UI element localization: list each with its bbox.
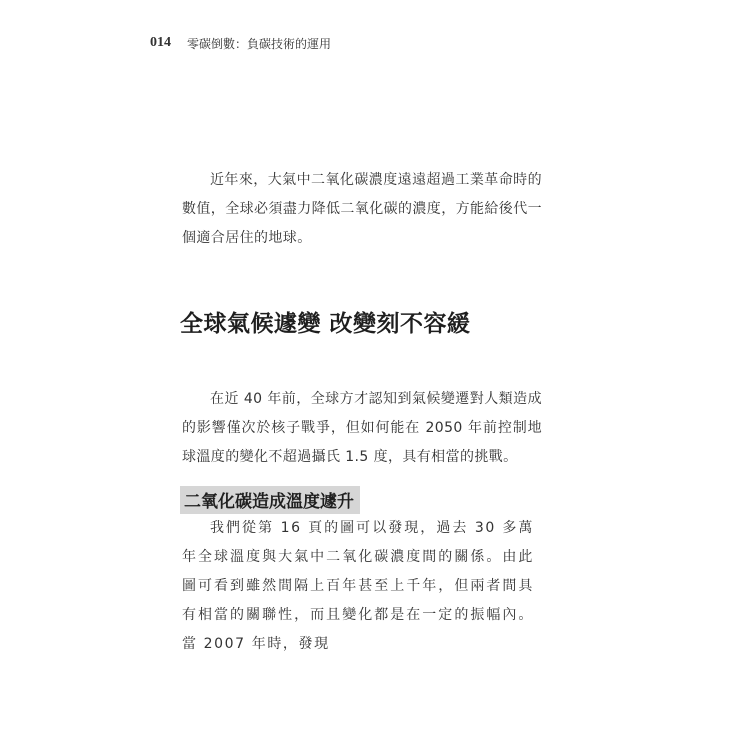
section-heading: 全球氣候遽變 改變刻不容緩 [180,311,471,337]
subsection-heading: 二氧化碳造成溫度遽升 [180,486,360,514]
subsection-paragraph: 我們從第 16 頁的圖可以發現，過去 30 多萬年全球溫度與大氣中二氧化碳濃度間的關係。由此圖可看到雖然間隔上百年甚至上千年，但兩者間具有相當的關聯性，而且變化都是在一定的振幅內。當 2007 年時，發現 [182,520,534,652]
intro-paragraph: 近年來，大氣中二氧化碳濃度遠遠超過工業革命時的數值，全球必須盡力降低二氧化碳的濃度，方能給後代一個適合居住的地球。 [182,172,542,246]
page-number: 014 [150,35,171,50]
page-header [150,32,331,54]
running-title: 零碳倒數：負碳技術的運用 [187,36,332,51]
section-paragraph: 在近 40 年前，全球方才認知到氣候變遷對人類造成的影響僅次於核子戰爭，但如何能在 2050 年前控制地球溫度的變化不超過攝氏 1.5 度，具有相當的挑戰。 [182,391,542,465]
